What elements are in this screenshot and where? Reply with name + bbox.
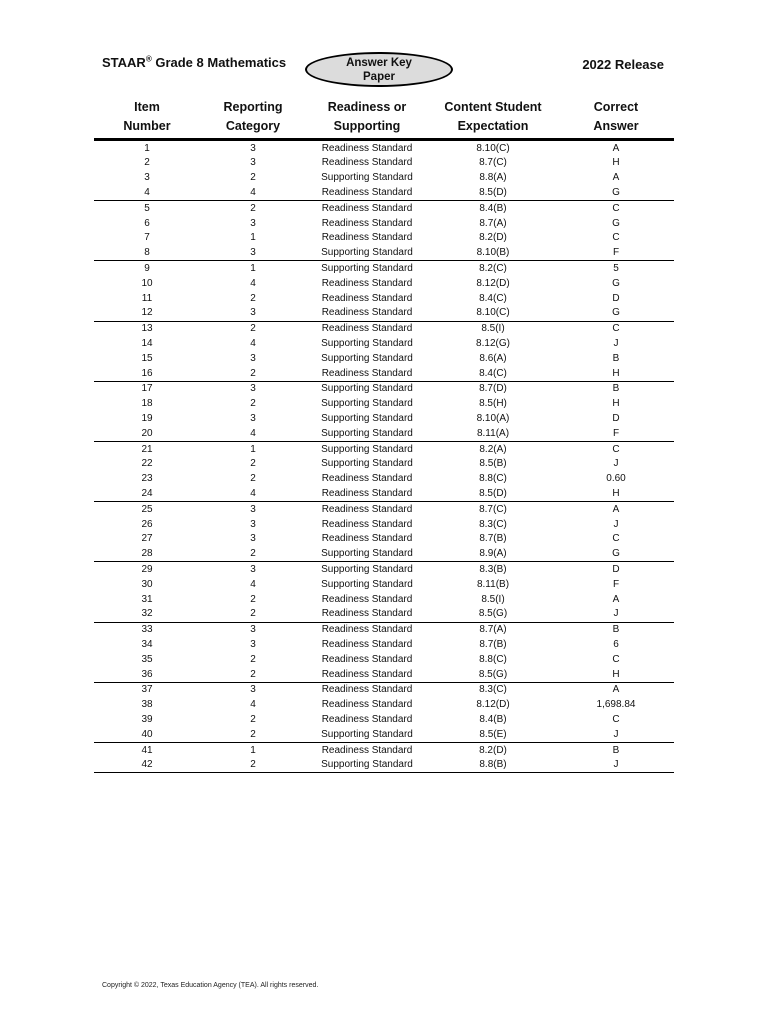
col-header-line: Reporting [223,100,283,114]
table-row [94,712,674,727]
cell-item-number: 39 [141,713,153,725]
cell-item-number: 6 [144,217,150,229]
cell-readiness-type: Readiness Standard [321,684,413,696]
cell-readiness-type: Readiness Standard [306,607,428,622]
cell-reporting-category: 2 [250,172,256,184]
cell-correct-answer: A [612,503,620,515]
cell-item-number: 17 [141,383,153,395]
table-row [94,185,674,200]
cell-readiness-type: Readiness Standard [306,306,428,321]
table-row [94,336,674,351]
table-row [94,156,674,171]
table-row [94,532,674,547]
cell-correct-answer: G [558,547,674,562]
cell-content-expectation: 8.11(A) [428,426,558,441]
cell-content-expectation: 8.7(B) [479,638,507,650]
cell-reporting-category: 1 [250,443,256,455]
cell-readiness-type: Readiness Standard [321,323,413,335]
cell-reporting-category: 4 [250,338,256,349]
cell-correct-answer: B [612,352,620,364]
cell-item-number: 4 [94,185,200,200]
cell-correct-answer: H [558,667,674,682]
table-row [94,291,674,306]
cell-reporting-category: 3 [250,684,256,696]
cell-content-expectation: 8.7(B) [479,533,507,545]
col-header-line: Expectation [457,119,529,133]
cell-content-expectation: 8.3(B) [479,563,507,575]
cell-reporting-category: 2 [200,667,306,682]
cell-correct-answer: B [612,744,620,756]
table-row [94,667,674,682]
cell-reporting-category: 3 [250,533,256,545]
cell-reporting-category: 2 [200,727,306,742]
table-row [94,562,674,577]
cell-reporting-category: 3 [250,638,256,650]
cell-item-number: 16 [94,366,200,381]
cell-item-number: 15 [141,352,153,364]
cell-correct-answer: C [612,443,620,455]
cell-correct-answer: H [612,398,620,410]
cell-reporting-category: 2 [250,653,256,665]
cell-item-number: 35 [141,653,153,665]
col-header-correct-answer [558,96,674,140]
cell-correct-answer: H [558,366,674,381]
cell-content-expectation: 8.8(C) [479,473,507,485]
cell-item-number: 25 [141,503,153,515]
cell-content-expectation: 8.8(C) [479,653,507,665]
cell-readiness-type: Supporting Standard [306,246,428,261]
cell-content-expectation: 8.3(C) [479,684,507,696]
cell-reporting-category: 2 [200,366,306,381]
cell-item-number: 34 [141,638,153,650]
cell-correct-answer: A [612,593,620,605]
cell-readiness-type: Readiness Standard [306,667,428,682]
cell-reporting-category: 4 [250,578,256,590]
cell-item-number: 36 [94,667,200,682]
cell-correct-answer: C [612,713,620,725]
col-header-line: Correct [593,100,639,114]
cell-content-expectation: 8.5(D) [428,185,558,200]
cell-correct-answer: C [612,653,620,665]
cell-content-expectation: 8.4(B) [479,202,507,214]
cell-item-number: 28 [94,547,200,562]
cell-readiness-type: Supporting Standard [321,578,413,590]
cell-content-expectation: 8.5(G) [428,667,558,682]
cell-readiness-type: Readiness Standard [321,503,413,515]
cell-readiness-type: Readiness Standard [321,142,413,154]
cell-readiness-type: Supporting Standard [321,263,413,275]
cell-reporting-category: 2 [250,458,256,470]
cell-content-expectation: 8.7(A) [479,217,507,229]
table-row [94,397,674,412]
cell-correct-answer: J [613,338,619,349]
cell-correct-answer: G [558,185,674,200]
cell-item-number: 27 [141,533,153,545]
cell-readiness-type: Readiness Standard [321,699,413,711]
table-row [94,426,674,441]
table-row [94,140,674,156]
cell-content-expectation: 8.5(G) [428,607,558,622]
document-title [102,55,286,70]
cell-content-expectation: 8.8(B) [428,758,558,773]
cell-reporting-category: 1 [250,744,256,756]
cell-item-number: 29 [141,563,153,575]
cell-item-number: 37 [141,684,153,696]
table-row [94,381,674,396]
cell-readiness-type: Readiness Standard [306,486,428,501]
table-row [94,502,674,517]
cell-content-expectation: 8.4(B) [479,713,507,725]
cell-correct-answer: H [612,157,620,169]
table-row [94,216,674,231]
cell-item-number: 30 [141,578,153,590]
table-header-row [94,96,674,140]
cell-readiness-type: Supporting Standard [321,352,413,364]
answer-key-format: Paper [363,70,395,83]
cell-correct-answer: B [612,624,620,636]
table-row [94,607,674,622]
table-row [94,742,674,757]
cell-correct-answer: D [612,563,620,575]
cell-readiness-type: Readiness Standard [321,217,413,229]
cell-readiness-type: Supporting Standard [321,383,413,395]
cell-readiness-type: Supporting Standard [321,398,413,410]
col-header-reporting-category [200,96,306,140]
cell-item-number: 26 [141,518,153,530]
cell-item-number: 38 [141,699,153,711]
cell-content-expectation: 8.5(H) [479,398,507,410]
cell-reporting-category: 2 [200,758,306,773]
cell-content-expectation: 8.2(A) [479,443,507,455]
cell-readiness-type: Supporting Standard [306,547,428,562]
registered-mark: ® [145,54,152,64]
cell-content-expectation: 8.7(C) [479,503,507,515]
cell-item-number: 42 [94,758,200,773]
cell-content-expectation: 8.5(I) [481,593,505,605]
cell-item-number: 5 [144,202,150,214]
cell-reporting-category: 2 [250,292,256,304]
cell-readiness-type: Supporting Standard [306,758,428,773]
cell-correct-answer: 1,698.84 [596,699,636,711]
cell-reporting-category: 2 [250,323,256,335]
cell-item-number: 33 [141,624,153,636]
cell-reporting-category: 4 [200,185,306,200]
cell-reporting-category: 3 [250,142,256,154]
cell-reporting-category: 2 [250,593,256,605]
cell-reporting-category: 3 [250,624,256,636]
cell-item-number: 23 [141,473,153,485]
cell-correct-answer: J [558,758,674,773]
cell-content-expectation: 8.12(D) [476,699,510,711]
cell-reporting-category: 4 [200,426,306,441]
cell-content-expectation: 8.7(D) [479,383,507,395]
col-header-expectation [428,96,558,140]
table-row [94,246,674,261]
cell-correct-answer: G [558,306,674,321]
cell-correct-answer: J [558,727,674,742]
release-label: 2022 Release [582,57,664,72]
cell-content-expectation: 8.3(C) [479,518,507,530]
cell-item-number: 20 [94,426,200,441]
table-row [94,637,674,652]
cell-item-number: 7 [144,232,150,244]
cell-readiness-type: Supporting Standard [321,443,413,455]
cell-reporting-category: 3 [250,563,256,575]
cell-correct-answer: A [612,684,620,696]
cell-content-expectation: 8.2(C) [479,263,507,275]
cell-correct-answer: D [612,412,620,424]
cell-content-expectation: 8.5(I) [481,323,505,335]
table-row [94,441,674,456]
table-row [94,171,674,186]
cell-readiness-type: Readiness Standard [321,292,413,304]
cell-correct-answer: F [558,426,674,441]
cell-item-number: 3 [144,172,150,184]
cell-readiness-type: Supporting Standard [321,458,413,470]
cell-correct-answer: C [612,533,620,545]
cell-item-number: 13 [141,323,153,335]
copyright-notice: Copyright © 2022, Texas Education Agency (TEA). All rights reserved. [102,982,319,989]
cell-readiness-type: Readiness Standard [321,473,413,485]
cell-item-number: 21 [141,443,153,455]
cell-content-expectation: 8.5(E) [428,727,558,742]
cell-correct-answer: A [612,172,620,184]
cell-content-expectation: 8.5(D) [428,486,558,501]
cell-correct-answer: H [558,486,674,501]
cell-readiness-type: Readiness Standard [321,653,413,665]
cell-content-expectation: 8.10(C) [476,142,510,154]
cell-readiness-type: Readiness Standard [321,593,413,605]
cell-reporting-category: 4 [250,277,256,289]
cell-content-expectation: 8.7(A) [479,624,507,636]
cell-item-number: 14 [141,338,153,349]
table-row [94,351,674,366]
cell-reporting-category: 3 [200,246,306,261]
cell-correct-answer: 5 [613,263,619,275]
cell-readiness-type: Supporting Standard [306,727,428,742]
cell-reporting-category: 3 [250,518,256,530]
cell-readiness-type: Readiness Standard [321,638,413,650]
cell-readiness-type: Readiness Standard [306,185,428,200]
table-row [94,547,674,562]
cell-correct-answer: 6 [613,638,619,650]
table-row [94,727,674,742]
answer-key-label: Answer Key [346,56,412,69]
cell-item-number: 22 [141,458,153,470]
cell-item-number: 9 [144,263,150,275]
cell-content-expectation: 8.2(D) [479,744,507,756]
cell-content-expectation: 8.4(C) [479,292,507,304]
cell-reporting-category: 2 [250,398,256,410]
table-row [94,321,674,336]
cell-readiness-type: Readiness Standard [321,277,413,289]
cell-content-expectation: 8.11(B) [476,578,510,590]
cell-reporting-category: 1 [250,232,256,244]
cell-content-expectation: 8.8(A) [479,172,507,184]
cell-content-expectation: 8.10(C) [428,306,558,321]
col-header-line: Item [134,100,160,114]
cell-item-number: 18 [141,398,153,410]
col-header-line: Readiness or [327,100,407,114]
table-row [94,201,674,216]
answer-key-badge [305,52,453,87]
table-row [94,472,674,487]
col-header-line: Category [225,119,281,133]
cell-content-expectation: 8.9(A) [428,547,558,562]
cell-readiness-type: Supporting Standard [321,172,413,184]
cell-readiness-type: Supporting Standard [306,426,428,441]
cell-correct-answer: J [613,518,619,530]
cell-reporting-category: 4 [200,486,306,501]
cell-reporting-category: 2 [200,607,306,622]
cell-content-expectation: 8.5(B) [479,458,507,470]
cell-item-number: 12 [94,306,200,321]
title-suffix: Grade 8 Mathematics [155,55,287,70]
cell-readiness-type: Readiness Standard [321,202,413,214]
table-row [94,457,674,472]
table-row [94,758,674,773]
cell-correct-answer: J [613,458,619,470]
table-row [94,486,674,501]
cell-readiness-type: Readiness Standard [321,157,413,169]
cell-reporting-category: 2 [250,473,256,485]
cell-readiness-type: Readiness Standard [321,232,413,244]
cell-item-number: 2 [144,157,150,169]
cell-item-number: 11 [141,292,153,304]
cell-content-expectation: 8.12(G) [476,338,510,349]
cell-readiness-type: Supporting Standard [321,563,413,575]
cell-readiness-type: Readiness Standard [306,366,428,381]
cell-item-number: 19 [141,412,153,424]
cell-correct-answer: 0.60 [606,473,626,485]
cell-correct-answer: F [612,578,620,590]
cell-reporting-category: 1 [250,263,256,275]
cell-reporting-category: 3 [250,412,256,424]
cell-item-number: 40 [94,727,200,742]
cell-reporting-category: 3 [250,503,256,515]
cell-readiness-type: Readiness Standard [321,713,413,725]
cell-correct-answer: F [558,246,674,261]
col-header-line: Content Student [444,100,542,114]
cell-item-number: 32 [94,607,200,622]
table-row [94,411,674,426]
table-row [94,366,674,381]
table-row [94,682,674,697]
cell-correct-answer: G [612,217,620,229]
cell-reporting-category: 2 [250,202,256,214]
cell-item-number: 1 [144,142,150,154]
cell-correct-answer: G [612,277,620,289]
table-row [94,261,674,276]
cell-reporting-category: 3 [200,306,306,321]
col-header-readiness [306,96,428,140]
cell-content-expectation: 8.7(C) [479,157,507,169]
cell-readiness-type: Supporting Standard [321,338,413,349]
col-header-line: Number [123,119,171,133]
cell-reporting-category: 4 [250,699,256,711]
cell-correct-answer: A [612,142,620,154]
answer-key-table [94,96,674,773]
cell-reporting-category: 3 [250,383,256,395]
table-row [94,622,674,637]
cell-item-number: 8 [94,246,200,261]
cell-reporting-category: 3 [250,352,256,364]
cell-readiness-type: Supporting Standard [321,412,413,424]
cell-reporting-category: 2 [200,547,306,562]
cell-correct-answer: C [612,232,620,244]
cell-content-expectation: 8.4(C) [428,366,558,381]
cell-item-number: 24 [94,486,200,501]
cell-correct-answer: B [612,383,620,395]
table-row [94,306,674,321]
cell-correct-answer: C [612,323,620,335]
cell-readiness-type: Readiness Standard [321,624,413,636]
cell-content-expectation: 8.2(D) [479,232,507,244]
cell-correct-answer: J [558,607,674,622]
col-header-item-number [94,96,200,140]
cell-item-number: 10 [141,277,153,289]
cell-content-expectation: 8.6(A) [479,352,507,364]
cell-readiness-type: Readiness Standard [321,744,413,756]
table-row [94,697,674,712]
table-row [94,231,674,246]
col-header-line: Supporting [333,119,401,133]
col-header-line: Answer [593,119,639,133]
cell-content-expectation: 8.10(B) [428,246,558,261]
title-prefix: STAAR [102,55,146,70]
table-row [94,577,674,592]
cell-reporting-category: 3 [250,157,256,169]
table-row [94,652,674,667]
cell-item-number: 31 [141,593,153,605]
table-row [94,592,674,607]
cell-correct-answer: D [612,292,620,304]
table-row [94,276,674,291]
cell-correct-answer: C [612,202,620,214]
cell-content-expectation: 8.10(A) [476,412,510,424]
cell-readiness-type: Readiness Standard [321,533,413,545]
table-row [94,517,674,532]
cell-item-number: 41 [141,744,153,756]
cell-reporting-category: 2 [250,713,256,725]
cell-readiness-type: Readiness Standard [321,518,413,530]
cell-content-expectation: 8.12(D) [476,277,510,289]
cell-reporting-category: 3 [250,217,256,229]
